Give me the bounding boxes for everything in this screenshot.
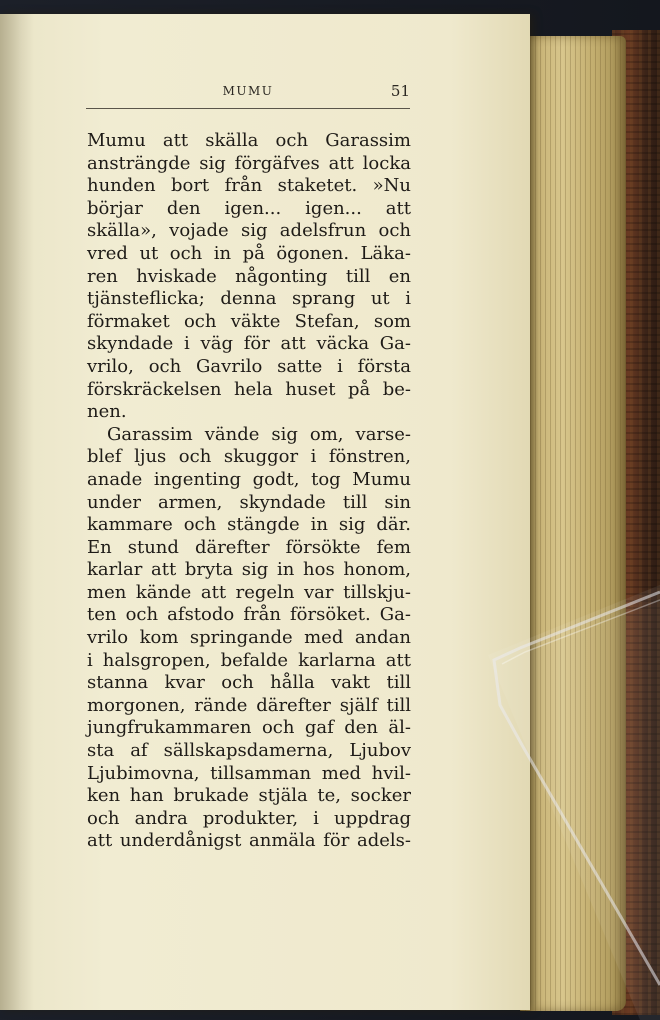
page-number: 51 <box>390 82 410 100</box>
text-line: Mumu att skälla och Garassim <box>87 130 411 151</box>
text-line: börjar den igen... igen... att <box>87 197 411 219</box>
text-line: ren hviskade någonting till en <box>87 265 411 287</box>
text-line: förskräckelsen hela huset på be- <box>87 378 411 400</box>
text-line: i halsgropen, befalde karlarna att <box>87 649 411 671</box>
text-line: hunden bort från staketet. »Nu <box>87 175 411 197</box>
text-line: vrilo, och Gavrilo satte i första <box>87 355 411 377</box>
text-line: karlar att bryta sig in hos honom, <box>87 559 411 581</box>
text-line: vrilo kom springande med andan <box>87 627 411 649</box>
text-line: skälla», vojade sig adelsfrun och <box>87 220 411 242</box>
text-line: ansträngde sig förgäfves att locka <box>87 152 411 174</box>
text-line: och andra produkter, i uppdrag <box>87 807 411 829</box>
text-line: morgonen, rände därefter själf till <box>87 694 411 716</box>
text-line: blef ljus och skuggor i fönstren, <box>87 446 411 468</box>
running-head <box>86 80 410 109</box>
page-stack-edges <box>520 36 626 1011</box>
paragraph-start-line: Garassim vände sig om, varse- <box>107 423 411 445</box>
text-line: stanna kvar och hålla vakt till <box>87 672 411 694</box>
running-title: MUMU <box>222 84 274 98</box>
gutter-shadow <box>0 14 34 1010</box>
text-line: att underdånigst anmäla för adels- <box>87 830 411 852</box>
text-line: ken han brukade stjäla te, socker <box>87 785 411 807</box>
text-line: tjänsteflicka; denna sprang ut i <box>87 288 411 310</box>
body-text <box>87 130 411 853</box>
text-line: kammare och stängde in sig där. <box>87 514 411 536</box>
text-line: sta af sällskapsdamerna, Ljubov <box>87 740 411 762</box>
text-line: förmaket och väkte Stefan, som <box>87 310 411 332</box>
text-line: jungfrukammaren och gaf den äl- <box>87 717 411 739</box>
text-line: ten och afstodo från försöket. Ga- <box>87 604 411 626</box>
text-line: En stund därefter försökte fem <box>87 536 411 558</box>
text-line: Ljubimovna, tillsamman med hvil- <box>87 762 411 784</box>
text-line: under armen, skyndade till sin <box>87 491 411 513</box>
text-line: men kände att regeln var tillskju- <box>87 581 411 603</box>
text-line: vred ut och in på ögonen. Läka- <box>87 242 411 264</box>
text-line: anade ingenting godt, tog Mumu <box>87 468 411 490</box>
text-line: skyndade i väg för att väcka Ga- <box>87 333 411 355</box>
text-line: nen. <box>87 401 127 423</box>
